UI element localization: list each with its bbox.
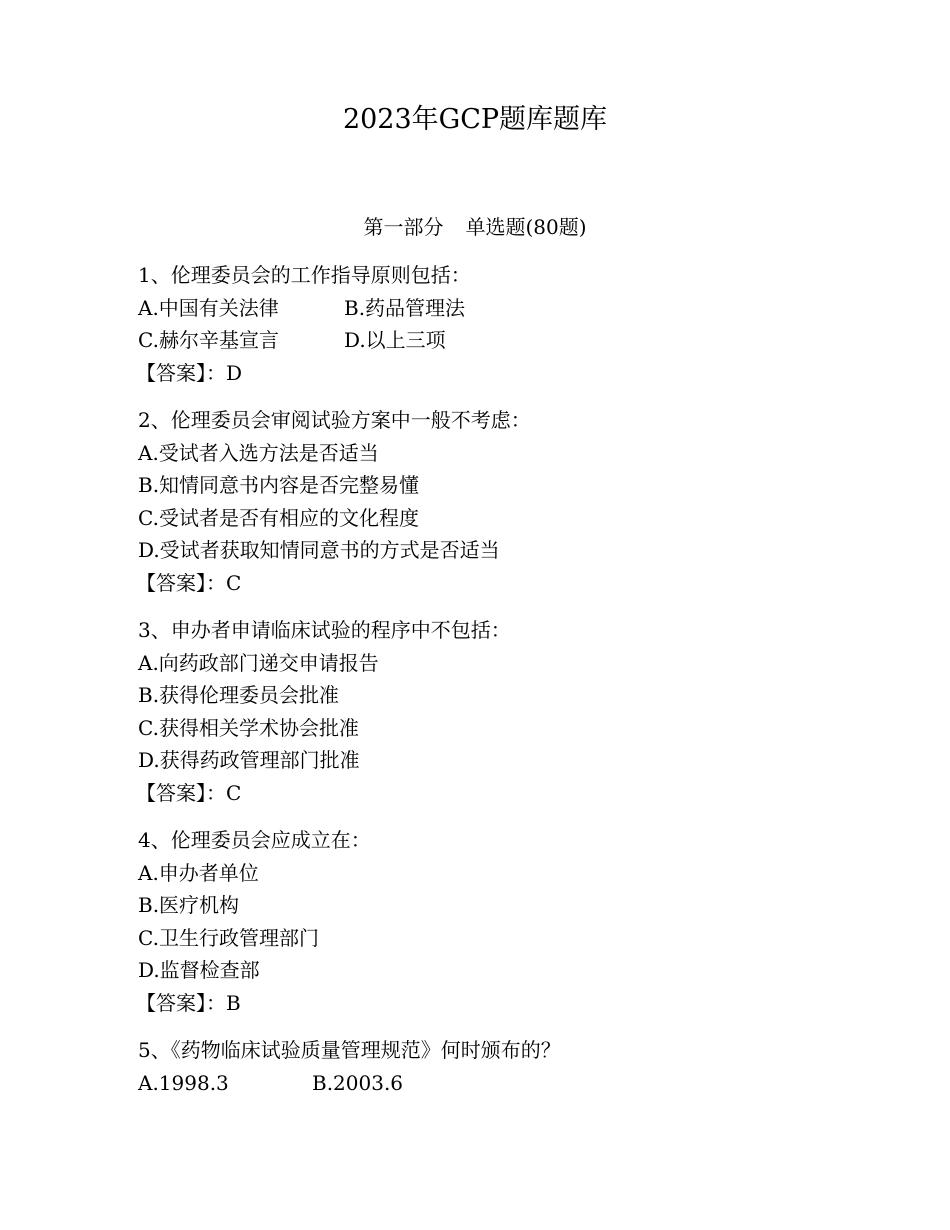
- answer: 【答案】：B: [136, 990, 241, 1015]
- question-stem: 1、伦理委员会的工作指导原则包括：: [138, 263, 471, 287]
- option-a: A.申办者单位: [138, 860, 259, 885]
- section-heading: [0, 212, 950, 242]
- option-a: A.向药政部门递交申请报告: [138, 650, 379, 675]
- option-c: C.卫生行政管理部门: [138, 925, 319, 950]
- option-c: C.受试者是否有相应的文化程度: [138, 505, 419, 530]
- option-row: [138, 324, 838, 357]
- section-part: 第一部分: [363, 215, 444, 239]
- option-c: C.赫尔辛基宣言: [138, 328, 279, 352]
- question-2: [138, 404, 838, 599]
- question-stem: 3、申办者申请临床试验的程序中不包括：: [138, 618, 511, 642]
- option-b: B.知情同意书内容是否完整易懂: [138, 473, 420, 497]
- question-stem: 5、《药物临床试验质量管理规范》何时颁布的？: [138, 1038, 561, 1062]
- answer: 【答案】：D: [136, 360, 243, 385]
- section-type: 单选题(80题): [465, 215, 587, 239]
- option-c: C.获得相关学术协会批准: [138, 715, 359, 740]
- option-b: B.医疗机构: [138, 893, 240, 917]
- option-d: D.以上三项: [344, 328, 446, 352]
- question-stem: 4、伦理委员会应成立在：: [138, 828, 371, 852]
- option-row: [138, 292, 838, 325]
- answer: 【答案】：C: [136, 780, 242, 805]
- question-5: [138, 1034, 838, 1099]
- option-b: B.2003.6: [312, 1070, 404, 1095]
- option-a: A.受试者入选方法是否适当: [138, 440, 379, 465]
- option-b: B.药品管理法: [344, 295, 466, 320]
- option-b: B.获得伦理委员会批准: [138, 683, 340, 707]
- question-3: [138, 614, 838, 809]
- option-a: A.中国有关法律: [138, 295, 279, 320]
- question-1: [138, 259, 838, 389]
- option-d: D.受试者获取知情同意书的方式是否适当: [138, 538, 500, 562]
- question-4: [138, 824, 838, 1019]
- option-d: D.监督检查部: [138, 958, 260, 982]
- answer: 【答案】：C: [136, 570, 242, 595]
- option-d: D.获得药政管理部门批准: [138, 748, 360, 772]
- question-stem: 2、伦理委员会审阅试验方案中一般不考虑：: [138, 408, 531, 432]
- option-a: A.1998.3: [138, 1070, 229, 1095]
- option-row: [138, 1067, 838, 1100]
- document-title: 2023年GCP题库题库: [342, 104, 608, 135]
